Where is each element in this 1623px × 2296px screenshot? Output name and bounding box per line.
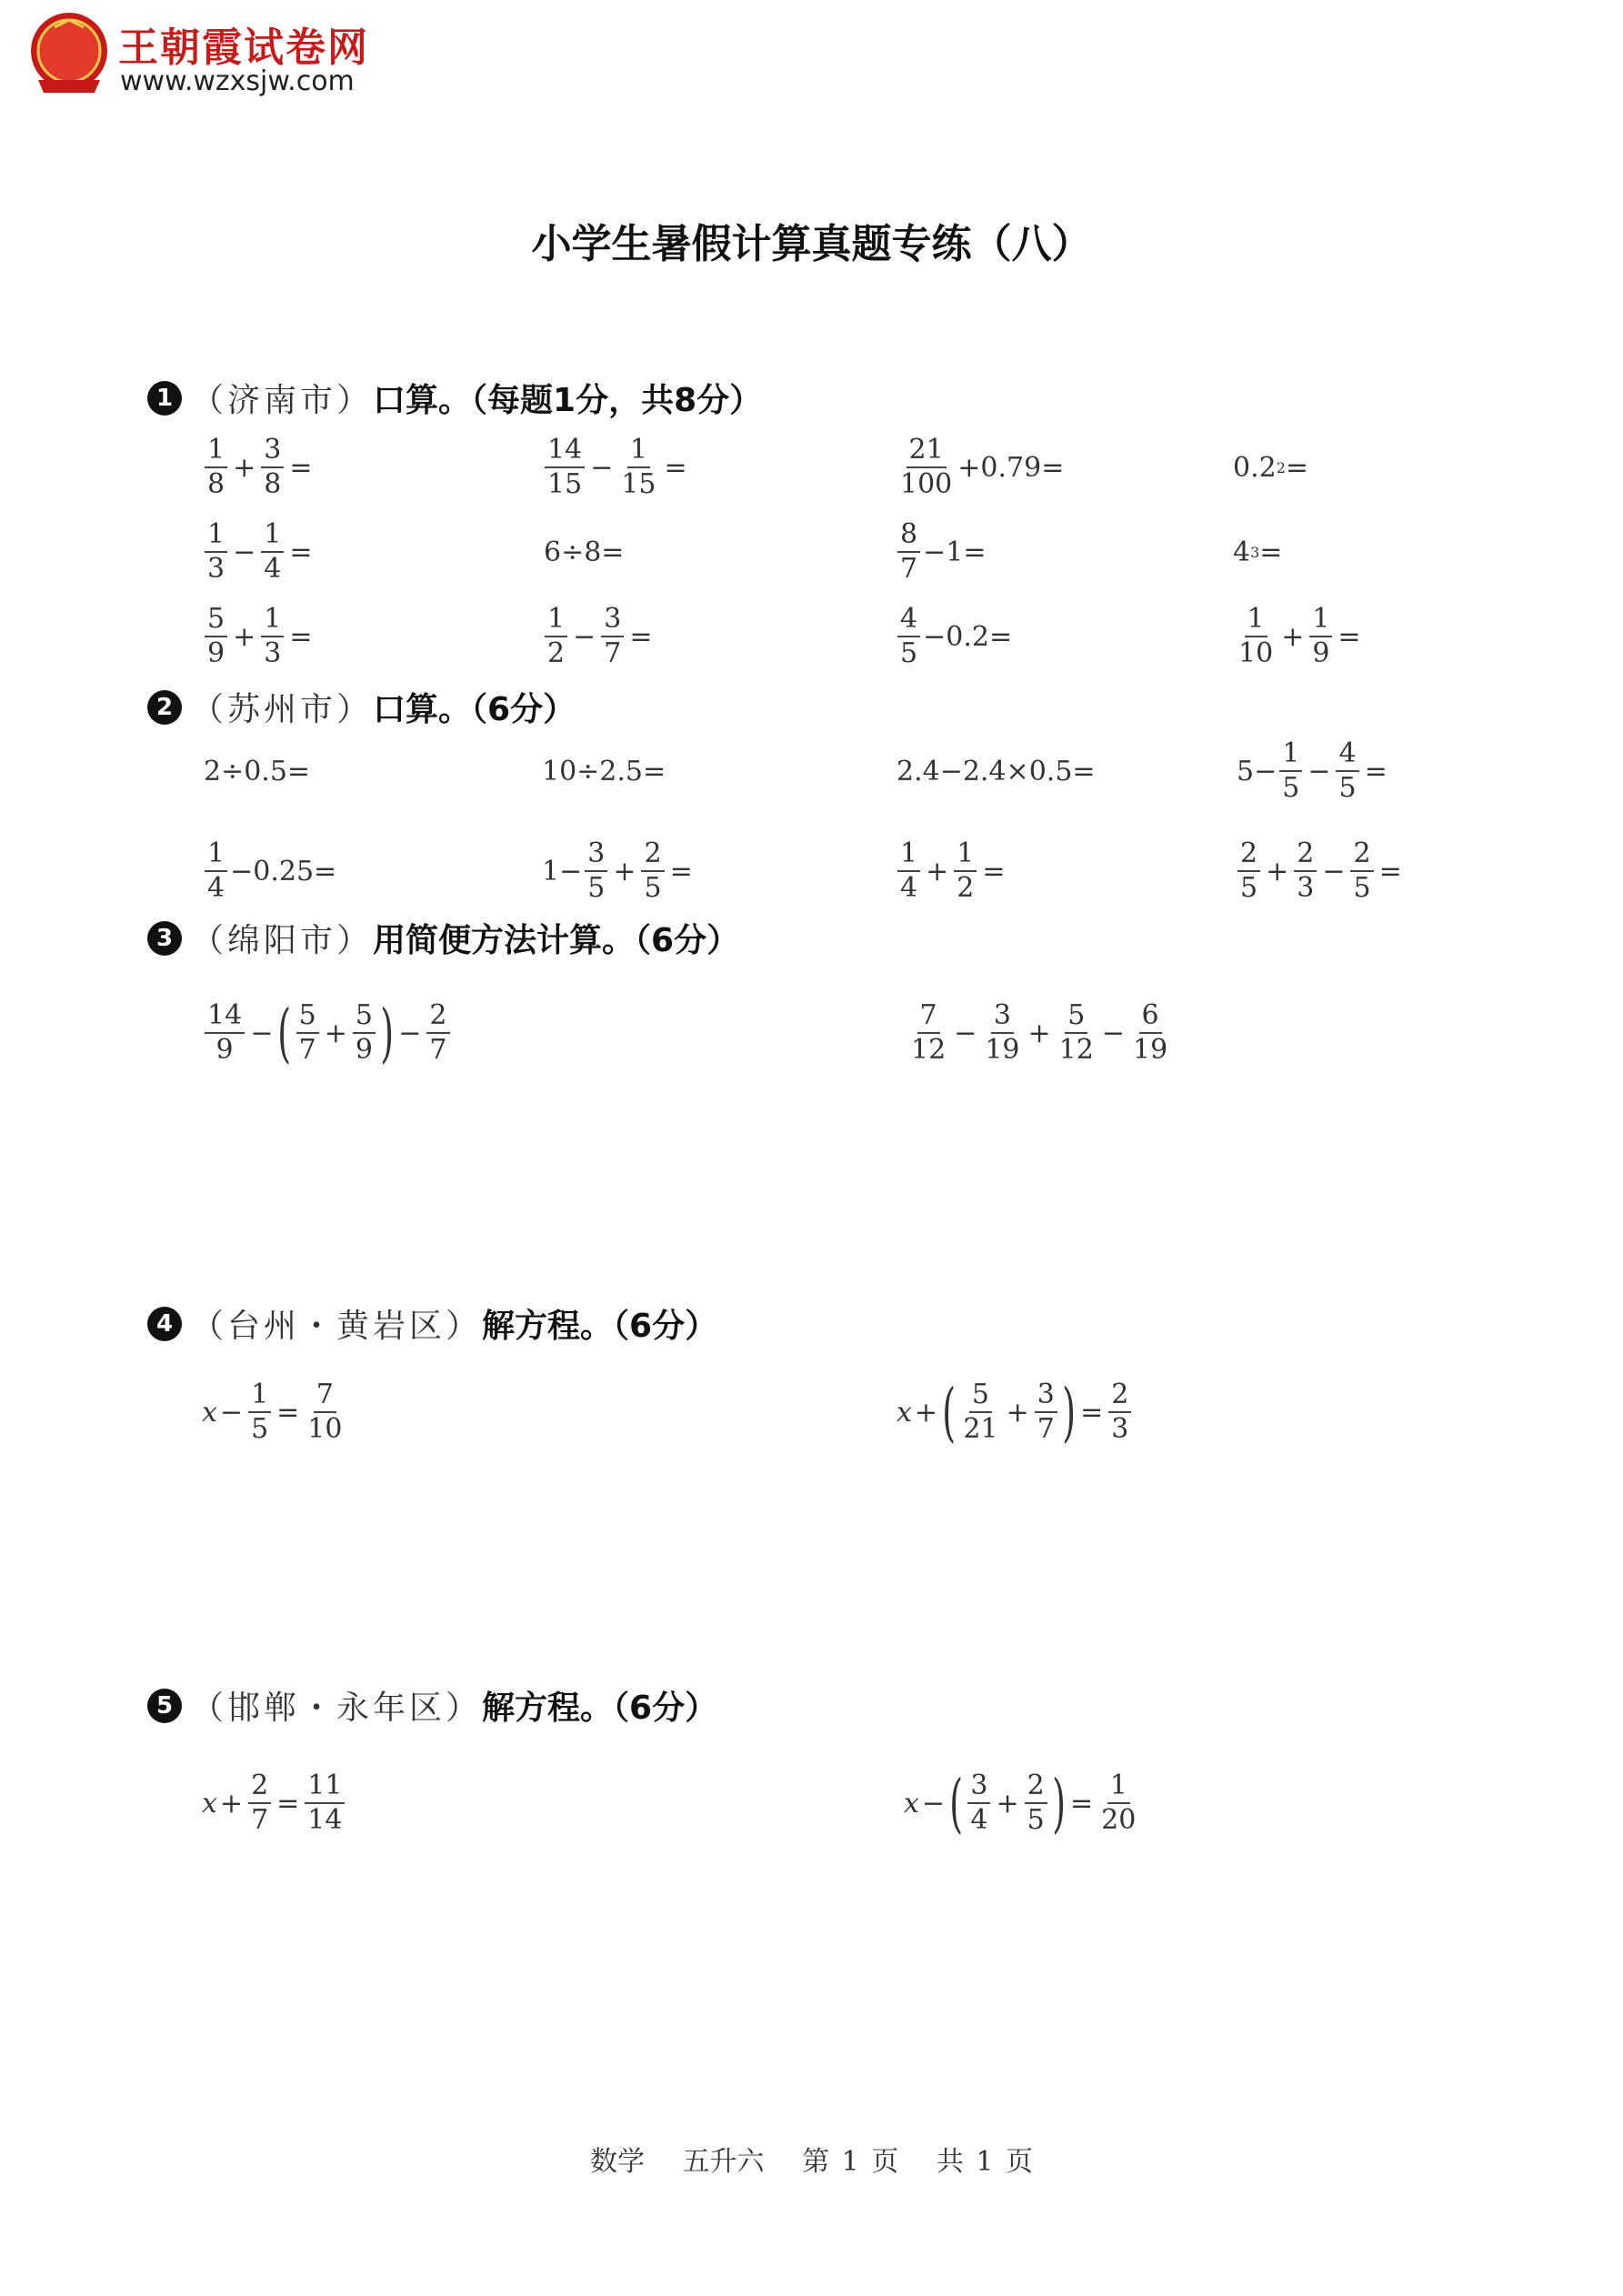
section-region: （邯郸・永年区） [191,1689,483,1727]
numerator: 5 [353,1002,376,1034]
numerator: 1 [1279,740,1302,772]
s1-problem-3 [895,426,1064,508]
numerator: 4 [1336,740,1358,772]
s1-problem-6: 6÷8= [544,536,625,568]
numerator: 1 [261,521,284,553]
numerator: 2 [1108,1381,1131,1413]
denominator: 9 [207,637,225,669]
fraction [897,603,920,669]
fraction [1279,737,1302,804]
denominator: 4 [264,553,282,585]
fraction [545,436,585,498]
s2-problem-6 [542,830,696,912]
operator: + [926,855,949,887]
fraction [261,436,284,498]
right-parenthesis: ) [1061,1375,1076,1449]
fraction [585,837,607,904]
denominator: 5 [1282,772,1300,804]
expression-tail: −1= [923,536,987,568]
s1-problem-5 [202,511,315,593]
denominator: 9 [355,1034,373,1066]
section-number-badge: 4 [147,1307,182,1341]
left-parenthesis: ( [277,996,292,1070]
variable-x: x [897,1396,912,1429]
left-parenthesis: ( [942,1375,957,1449]
section-instruction: 口算。（6分） [373,691,576,728]
fraction [1309,603,1332,669]
numerator: 2 [1025,1772,1047,1804]
s2-problem-1: 2÷0.5= [204,755,311,787]
fraction [248,1381,271,1443]
s3-problem-1 [202,992,453,1074]
s1-problem-12 [1233,596,1364,677]
numerator: 5 [1065,1002,1087,1034]
operator: + [996,1787,1019,1820]
fraction [967,1772,990,1834]
footer-grade: 五升六 [682,2146,765,2178]
variable-x: x [904,1787,919,1820]
fraction [897,837,920,904]
fraction [305,1381,345,1443]
denominator: 2 [547,637,566,669]
fraction [205,999,245,1066]
s1-problem-10 [542,596,655,677]
fraction [248,1772,271,1834]
left-parenthesis: ( [949,1766,964,1840]
denominator: 5 [1027,1804,1045,1836]
numerator: 2 [248,1772,271,1804]
numerator: 1 [1107,1772,1130,1804]
denominator: 3 [264,637,282,669]
equals-sign: = [1070,1787,1094,1820]
denominator: 5 [1353,872,1371,904]
operator: + [1266,855,1289,887]
s1-problem-2 [542,426,690,508]
section-3-heading [147,915,739,961]
denominator: 3 [1297,872,1315,904]
operator: − [250,1017,274,1049]
section-1-heading [147,375,762,421]
denominator: 12 [1058,1034,1094,1066]
footer-subject: 数学 [590,2146,645,2178]
section-instruction: 解方程。（6分） [482,1689,718,1727]
numerator: 5 [296,1002,319,1034]
denominator: 15 [621,468,656,500]
footer-total: 共 1 页 [936,2146,1033,2178]
denominator: 5 [900,637,918,669]
s1-problem-9 [202,596,315,677]
section-region: （济南市） [191,382,374,419]
fraction [1098,1772,1138,1834]
section-5-heading [147,1682,717,1729]
equals-sign: = [289,451,313,484]
equals-sign: = [1285,451,1309,484]
numerator: 3 [601,606,624,637]
equals-sign: = [289,536,313,568]
operator: + [914,1396,938,1429]
s5-problem-1 [202,1762,347,1844]
fraction [954,837,977,904]
operator: − [590,451,614,484]
equals-sign: = [276,1787,300,1820]
numerator: 2 [1294,840,1317,872]
fraction [982,999,1022,1066]
numerator: 2 [426,1002,449,1034]
fraction [641,837,664,904]
operator: + [1027,1017,1051,1049]
s2-problem-5 [202,830,336,912]
numerator: 7 [917,1002,940,1034]
denominator: 9 [215,1034,234,1066]
operator: − [219,1396,244,1429]
section-region: （绵阳市） [191,922,374,959]
denominator: 20 [1101,1804,1137,1836]
equals-sign: = [289,620,313,653]
denominator: 5 [644,872,662,904]
section-instruction: 解方程。（6分） [482,1308,718,1345]
right-parenthesis: ) [1051,1766,1066,1840]
numerator: 2 [641,840,664,872]
numerator: 1 [954,840,977,872]
numerator: 1 [205,521,227,553]
denominator: 7 [429,1034,447,1066]
denominator: 5 [1338,772,1357,804]
denominator: 3 [207,553,225,585]
operator: + [233,451,256,484]
footer-page: 第 1 页 [802,2146,899,2178]
numerator: 1 [545,606,567,637]
s1-problem-11 [895,596,1012,677]
numerator: 7 [314,1381,336,1413]
section-instruction: 口算。（每题1分，共8分） [373,382,763,419]
s2-problem-3: 2.4−2.4×0.5= [897,755,1096,787]
numerator: 1 [261,606,284,637]
operator: + [1281,620,1305,653]
operator: + [1006,1396,1029,1429]
denominator: 10 [307,1413,343,1445]
s2-problem-8 [1235,830,1405,912]
equals-sign: = [1378,855,1402,887]
fraction [960,1381,1000,1443]
numerator: 3 [991,1002,1014,1034]
numerator: 3 [967,1772,990,1804]
denominator: 7 [298,1034,316,1066]
numerator: 1 [205,436,227,468]
exponent: 3 [1250,543,1260,561]
fraction [1237,837,1260,904]
numerator: 6 [1139,1002,1162,1034]
fraction [426,999,449,1066]
fraction [261,518,284,585]
section-number-badge: 5 [147,1689,182,1723]
denominator: 5 [587,872,606,904]
equals-sign: = [276,1396,300,1429]
expression-head: 5− [1237,755,1277,787]
denominator: 19 [1132,1034,1168,1066]
denominator: 14 [307,1804,343,1836]
equals-sign: = [1080,1396,1104,1429]
denominator: 5 [1240,872,1258,904]
denominator: 3 [1111,1413,1129,1445]
operator: − [921,1787,946,1820]
denominator: 4 [970,1804,988,1836]
denominator: 7 [900,553,918,585]
denominator: 100 [900,468,953,500]
numerator: 14 [545,436,585,468]
section-instruction: 用简便方法计算。（6分） [373,922,740,959]
operator: + [219,1787,244,1820]
operator: − [954,1017,977,1049]
variable-x: x [202,1396,217,1429]
denominator: 8 [207,468,225,500]
operator: − [398,1017,422,1049]
fraction [1236,603,1276,669]
fraction [601,603,624,669]
fraction [1336,737,1358,804]
fraction [908,999,948,1066]
equals-sign: = [982,855,1006,887]
numerator: 2 [1350,840,1373,872]
s1-problem-4 [1233,426,1308,508]
fraction [618,436,658,498]
section-number-badge: 3 [147,921,182,956]
fraction [205,518,227,585]
base: 4 [1233,536,1251,568]
s2-problem-4 [1237,730,1390,812]
section-region: （苏州市） [191,691,374,728]
numerator: 14 [205,1002,245,1034]
numerator: 5 [969,1381,992,1413]
operator: + [233,620,256,653]
denominator: 8 [264,468,282,500]
denominator: 12 [911,1034,947,1066]
operator: + [324,1017,347,1049]
denominator: 21 [963,1413,998,1445]
page-footer [0,2139,1623,2179]
fraction [1057,999,1097,1066]
section-4-heading [147,1300,717,1347]
s1-problem-7 [895,511,986,593]
denominator: 5 [251,1413,269,1445]
site-name: 王朝霞试卷网 [118,25,369,71]
denominator: 10 [1238,637,1274,669]
numerator: 3 [1035,1381,1057,1413]
s4-problem-1 [202,1371,347,1453]
numerator: 1 [248,1381,271,1413]
numerator: 3 [261,436,284,468]
numerator: 5 [205,606,227,637]
numerator: 4 [897,606,920,637]
expression-tail: −0.25= [230,855,337,887]
expression-tail: −0.2= [923,620,1013,653]
numerator: 3 [585,840,607,872]
section-2-heading [147,684,576,730]
site-url[interactable]: www.wzxsjw.com [120,65,355,97]
fraction [305,1772,345,1834]
denominator: 2 [957,872,975,904]
denominator: 15 [547,468,583,500]
operator: − [1101,1017,1125,1049]
fraction [1350,837,1373,904]
numerator: 1 [897,840,920,872]
fraction [545,603,567,669]
fraction [261,603,284,669]
numerator: 1 [627,436,650,468]
base: 0.2 [1233,451,1277,484]
operator: − [1322,855,1346,887]
s1-problem-1 [202,426,315,508]
numerator: 8 [897,521,920,553]
s1-problem-8 [1233,511,1282,593]
numerator: 1 [1309,606,1332,637]
page-title: 小学生暑假计算真题专练（八） [531,221,1092,267]
equals-sign: = [629,620,653,653]
equals-sign: = [1337,620,1361,653]
numerator: 1 [205,840,227,872]
numerator: 11 [305,1772,345,1804]
fraction [1025,1772,1047,1834]
fraction [296,999,319,1066]
equals-sign: = [669,855,693,887]
fraction [205,837,227,904]
operator: − [573,620,596,653]
section-number-badge: 1 [147,381,182,416]
numerator: 21 [907,436,947,468]
denominator: 7 [1037,1413,1055,1445]
equals-sign: = [664,451,687,484]
s3-problem-2 [906,992,1173,1074]
exponent: 2 [1276,458,1286,476]
fraction [897,436,955,498]
denominator: 7 [251,1804,269,1836]
s5-problem-2 [904,1762,1141,1844]
fraction [1035,1381,1057,1443]
equals-sign: = [1259,536,1283,568]
numerator: 2 [1237,840,1260,872]
site-logo [27,11,427,102]
s2-problem-2: 10÷2.5= [542,755,666,787]
operator: − [233,536,256,568]
expression-head: 1− [542,855,583,887]
s2-problem-7 [895,830,1007,912]
right-parenthesis: ) [380,996,395,1070]
operator: + [613,855,636,887]
fraction [897,518,920,585]
variable-x: x [202,1787,217,1820]
operator: − [1307,755,1331,787]
fraction [1294,837,1317,904]
numerator: 1 [1245,606,1267,637]
denominator: 9 [1312,637,1330,669]
expression-tail: +0.79= [957,451,1065,484]
denominator: 19 [985,1034,1020,1066]
equals-sign: = [1364,755,1388,787]
fraction [1108,1381,1131,1443]
section-number-badge: 2 [147,690,182,725]
denominator: 4 [207,872,225,904]
section-region: （台州・黄岩区） [191,1308,483,1345]
fraction [353,999,376,1066]
s4-problem-2 [897,1371,1134,1453]
fraction [205,603,227,669]
fraction [205,436,227,498]
denominator: 4 [900,872,918,904]
denominator: 7 [604,637,622,669]
fraction [1130,999,1170,1066]
seal-logo-icon [27,11,111,98]
